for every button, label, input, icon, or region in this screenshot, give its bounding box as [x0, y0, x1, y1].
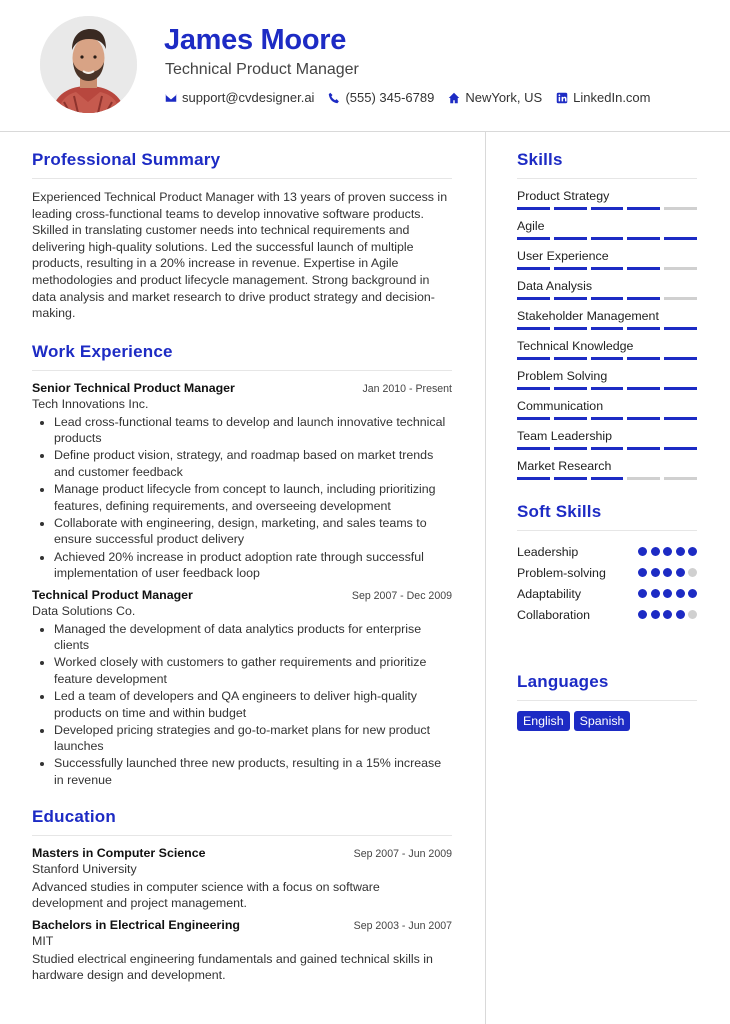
- skill-level-bar: [517, 237, 697, 240]
- skill-level-bar: [517, 267, 697, 270]
- job-date: Jan 2010 - Present: [362, 382, 452, 395]
- rating-dot: [676, 589, 685, 598]
- skill-level-segment: [554, 357, 587, 360]
- skill-level-segment: [664, 387, 697, 390]
- skill-level-segment: [664, 327, 697, 330]
- experience-title: Work Experience: [32, 342, 452, 371]
- skill-item: [517, 399, 697, 420]
- column-divider: [485, 132, 486, 1024]
- skill-level-segment: [591, 297, 624, 300]
- skill-level-segment: [664, 477, 697, 480]
- rating-dot: [638, 610, 647, 619]
- skill-level-segment: [664, 447, 697, 450]
- rating-dot: [663, 589, 672, 598]
- education-section: [32, 807, 452, 984]
- soft-skill-name: Problem-solving: [517, 565, 606, 580]
- skills-list: [517, 189, 697, 480]
- envelope-icon: [165, 92, 177, 104]
- contact-linkedin[interactable]: [556, 90, 650, 105]
- skill-level-segment: [517, 447, 550, 450]
- contact-phone-text: (555) 345-6789: [345, 90, 435, 105]
- degree-title: Bachelors in Electrical Engineering: [32, 917, 240, 932]
- skill-level-segment: [627, 237, 660, 240]
- skill-item: [517, 429, 697, 450]
- skill-level-segment: [517, 357, 550, 360]
- skill-name: User Experience: [517, 249, 609, 263]
- job-company: Tech Innovations Inc.: [32, 396, 149, 411]
- skill-item: [517, 189, 697, 210]
- soft-skill-name: Collaboration: [517, 607, 591, 622]
- degree-date: Sep 2007 - Jun 2009: [353, 847, 452, 860]
- rating-dot: [688, 547, 697, 556]
- job-bullet: • Manage product lifecycle from concept to launch, including prioritizing features, defining requirements, and overseeing development: [54, 481, 452, 514]
- education-description: Studied electrical engineering fundamentals and gained technical skills in hardware design and development.: [32, 951, 433, 983]
- skill-level-segment: [664, 207, 697, 210]
- skill-level-segment: [591, 267, 624, 270]
- contact-phone[interactable]: [328, 90, 434, 105]
- skill-level-bar: [517, 207, 697, 210]
- skill-level-bar: [517, 357, 697, 360]
- skill-item: [517, 309, 697, 330]
- candidate-role: Technical Product Manager: [165, 61, 359, 78]
- skill-level-segment: [554, 297, 587, 300]
- skill-level-segment: [517, 327, 550, 330]
- contact-email[interactable]: [165, 90, 314, 105]
- skill-level-segment: [554, 267, 587, 270]
- skill-level-segment: [664, 267, 697, 270]
- rating-dot: [651, 547, 660, 556]
- skill-level-segment: [591, 477, 624, 480]
- job-bullet: • Managed the development of data analytics products for enterprise clients: [54, 621, 452, 654]
- rating-dot: [651, 610, 660, 619]
- skill-level-segment: [664, 417, 697, 420]
- summary-text: Experienced Technical Product Manager with 13 years of proven success in leading cross-functional teams to develop innovative software products. Skilled in translating customer needs into technical requirements and delivering high-quality solutions. Led the successful launch of multiple products, resulting in a 20% increase in revenue. Expertise in Agile methodologies and product lifecycle management. Strong background in data analysis and market research to drive product strategy and decision-making.: [32, 190, 448, 321]
- contact-linkedin-text: LinkedIn.com: [573, 90, 651, 105]
- avatar: [40, 16, 137, 113]
- degree-title: Masters in Computer Science: [32, 845, 206, 860]
- skill-name: Stakeholder Management: [517, 309, 659, 323]
- experience-section: [32, 342, 452, 789]
- skill-level-segment: [627, 327, 660, 330]
- job-bullets: [32, 414, 452, 582]
- job-bullet: • Define product vision, strategy, and roadmap based on market trends and customer feedback: [54, 447, 452, 480]
- skill-name: Team Leadership: [517, 429, 613, 443]
- skill-level-segment: [627, 417, 660, 420]
- skill-level-segment: [517, 297, 550, 300]
- languages-title: Languages: [517, 672, 697, 701]
- skill-level-segment: [664, 237, 697, 240]
- summary-title: Professional Summary: [32, 150, 452, 179]
- job-bullet: • Worked closely with customers to gather requirements and prioritize feature development: [54, 654, 452, 687]
- skills-title: Skills: [517, 150, 697, 179]
- skill-level-bar: [517, 387, 697, 390]
- job-bullet: • Successfully launched three new products, resulting in a 15% increase in revenue: [54, 755, 452, 788]
- contact-location[interactable]: [448, 90, 542, 105]
- rating-dot: [663, 610, 672, 619]
- skill-level-segment: [554, 207, 587, 210]
- skill-name: Product Strategy: [517, 189, 610, 203]
- contact-location-text: NewYork, US: [465, 90, 543, 105]
- job-bullets: [32, 621, 452, 789]
- main-column: [32, 150, 452, 998]
- skill-level-bar: [517, 477, 697, 480]
- skill-item: [517, 249, 697, 270]
- linkedin-icon: [556, 92, 568, 104]
- soft-skill-item: [517, 562, 697, 583]
- soft-skill-rating: [638, 547, 697, 556]
- language-badge: English: [517, 711, 570, 731]
- skill-level-segment: [627, 387, 660, 390]
- rating-dot: [663, 547, 672, 556]
- skill-item: [517, 369, 697, 390]
- education-description: Advanced studies in computer science with a focus on software development and project management.: [32, 879, 380, 911]
- rating-dot: [651, 589, 660, 598]
- rating-dot: [688, 610, 697, 619]
- job-bullet: • Lead cross-functional teams to develop and launch innovative technical products: [54, 414, 452, 447]
- job-date: Sep 2007 - Dec 2009: [351, 589, 452, 602]
- soft-skill-name: Leadership: [517, 544, 579, 559]
- skill-level-bar: [517, 417, 697, 420]
- skill-level-segment: [627, 267, 660, 270]
- job-company: Data Solutions Co.: [32, 603, 136, 618]
- home-icon: [448, 92, 460, 104]
- skill-level-segment: [554, 237, 587, 240]
- soft-skills-title: Soft Skills: [517, 502, 697, 531]
- skill-level-segment: [664, 357, 697, 360]
- education-entry: [32, 918, 452, 984]
- skill-level-segment: [554, 477, 587, 480]
- soft-skill-name: Adaptability: [517, 586, 582, 601]
- skill-level-segment: [591, 207, 624, 210]
- rating-dot: [638, 589, 647, 598]
- skill-level-segment: [517, 417, 550, 420]
- skill-level-segment: [627, 207, 660, 210]
- skill-level-segment: [554, 387, 587, 390]
- skill-name: Agile: [517, 219, 545, 233]
- skill-level-segment: [591, 357, 624, 360]
- resume-header: [0, 0, 730, 132]
- skill-level-segment: [627, 357, 660, 360]
- skill-level-segment: [554, 327, 587, 330]
- sidebar-column: [517, 150, 697, 731]
- degree-date: Sep 2003 - Jun 2007: [353, 919, 452, 932]
- contact-email-text: support@cvdesigner.ai: [182, 90, 315, 105]
- candidate-name: James Moore: [164, 24, 347, 56]
- rating-dot: [688, 589, 697, 598]
- school-name: MIT: [32, 933, 54, 948]
- school-name: Stanford University: [32, 861, 137, 876]
- skill-level-bar: [517, 297, 697, 300]
- rating-dot: [676, 547, 685, 556]
- summary-section: [32, 150, 452, 322]
- skill-level-segment: [627, 297, 660, 300]
- education-title: Education: [32, 807, 452, 836]
- rating-dot: [638, 547, 647, 556]
- skill-name: Problem Solving: [517, 369, 608, 383]
- job-bullet: • Developed pricing strategies and go-to-market plans for new product launches: [54, 722, 452, 755]
- skill-level-segment: [517, 237, 550, 240]
- soft-skill-rating: [638, 610, 697, 619]
- skill-level-segment: [627, 477, 660, 480]
- skill-level-segment: [591, 447, 624, 450]
- skill-level-segment: [591, 237, 624, 240]
- rating-dot: [688, 568, 697, 577]
- skill-level-segment: [517, 387, 550, 390]
- job-title: Technical Product Manager: [32, 587, 193, 602]
- soft-skill-rating: [638, 568, 697, 577]
- languages-list: [517, 711, 697, 731]
- skill-item: [517, 339, 697, 360]
- language-badge: Spanish: [574, 711, 631, 731]
- contact-row: [165, 90, 665, 105]
- skill-level-segment: [554, 447, 587, 450]
- skill-level-segment: [591, 327, 624, 330]
- job-entry: [32, 381, 452, 582]
- skill-level-segment: [517, 207, 550, 210]
- education-entry: [32, 846, 452, 912]
- rating-dot: [663, 568, 672, 577]
- skill-level-segment: [591, 417, 624, 420]
- skill-level-bar: [517, 327, 697, 330]
- soft-skill-item: [517, 583, 697, 604]
- rating-dot: [651, 568, 660, 577]
- soft-skill-rating: [638, 589, 697, 598]
- phone-icon: [328, 92, 340, 104]
- rating-dot: [638, 568, 647, 577]
- skill-item: [517, 219, 697, 240]
- soft-skill-item: [517, 604, 697, 625]
- soft-skills-list: [517, 541, 697, 625]
- job-entry: [32, 588, 452, 789]
- skill-name: Data Analysis: [517, 279, 593, 293]
- skill-level-bar: [517, 447, 697, 450]
- rating-dot: [676, 610, 685, 619]
- skill-level-segment: [591, 387, 624, 390]
- skill-level-segment: [664, 297, 697, 300]
- skill-level-segment: [627, 447, 660, 450]
- skill-item: [517, 459, 697, 480]
- skill-level-segment: [517, 477, 550, 480]
- job-bullet: • Achieved 20% increase in product adoption rate through successful implementation of user feedback loop: [54, 549, 452, 582]
- job-title: Senior Technical Product Manager: [32, 380, 235, 395]
- soft-skill-item: [517, 541, 697, 562]
- job-bullet: • Collaborate with engineering, design, marketing, and sales teams to ensure successful product delivery: [54, 515, 452, 548]
- skill-name: Communication: [517, 399, 604, 413]
- rating-dot: [676, 568, 685, 577]
- job-bullet: • Led a team of developers and QA engineers to deliver high-quality products on time and within budget: [54, 688, 452, 721]
- skill-level-segment: [554, 417, 587, 420]
- skill-item: [517, 279, 697, 300]
- skill-name: Market Research: [517, 459, 612, 473]
- profile-photo: [40, 16, 137, 113]
- skill-name: Technical Knowledge: [517, 339, 634, 353]
- skill-level-segment: [517, 267, 550, 270]
